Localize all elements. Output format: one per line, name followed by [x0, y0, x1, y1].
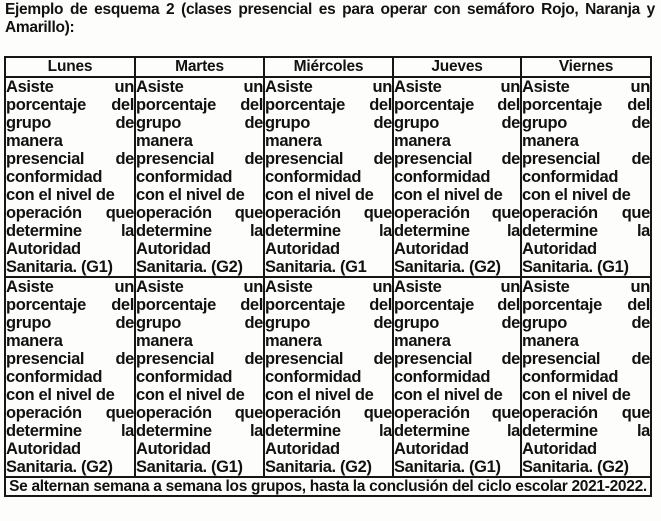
- cell-word: operación: [265, 204, 341, 222]
- cell-word: manera: [6, 132, 63, 150]
- cell-word: conformidad: [394, 168, 491, 186]
- cell-word: conformidad: [6, 168, 103, 186]
- cell-text-line: [265, 204, 392, 222]
- cell-word: Asiste: [522, 278, 570, 296]
- cell-word: manera: [136, 332, 193, 350]
- group-label: Sanitaria. (G2): [265, 458, 372, 476]
- cell-text-line: [522, 386, 650, 404]
- cell-text-line: [394, 332, 520, 350]
- cell-text-line: [265, 404, 392, 422]
- cell-jueves-row2: [393, 277, 521, 477]
- cell-text-line: [6, 350, 134, 368]
- cell-text-line: [6, 114, 134, 132]
- cell-text-line: [394, 150, 520, 168]
- cell-text-line: [136, 222, 263, 240]
- cell-word: de: [244, 350, 263, 368]
- cell-viernes-row2: [521, 277, 651, 477]
- cell-martes-row1: [135, 77, 264, 277]
- cell-word: la: [249, 422, 263, 440]
- cell-text-line: [136, 386, 263, 404]
- cell-word: un: [243, 78, 263, 96]
- cell-word: un: [500, 278, 520, 296]
- cell-text-line: [6, 132, 134, 150]
- cell-text-line: [6, 222, 134, 240]
- cell-word: operación: [522, 404, 598, 422]
- cell-word: del: [627, 96, 650, 114]
- cell-text-line: [6, 78, 134, 96]
- cell-text-line: [522, 314, 650, 332]
- cell-word: grupo: [265, 114, 310, 132]
- cell-word: porcentaje: [522, 296, 602, 314]
- cell-word: con el nivel de: [394, 386, 503, 404]
- cell-word: porcentaje: [394, 296, 474, 314]
- cell-word: determine: [6, 222, 82, 240]
- cell-text-line: [394, 440, 520, 458]
- cell-text-line: [6, 314, 134, 332]
- cell-word: manera: [265, 132, 322, 150]
- header-martes: Martes: [135, 57, 264, 77]
- cell-word: conformidad: [522, 168, 619, 186]
- cell-word: un: [630, 278, 650, 296]
- cell-word: determine: [394, 222, 470, 240]
- cell-word: manera: [6, 332, 63, 350]
- cell-word: determine: [136, 222, 212, 240]
- cell-word: conformidad: [265, 368, 362, 386]
- cell-text-line: [136, 78, 263, 96]
- cell-word: un: [500, 78, 520, 96]
- cell-word: Autoridad: [265, 240, 340, 258]
- cell-text-line: [522, 240, 650, 258]
- cell-word: manera: [394, 332, 451, 350]
- cell-text-line: [394, 278, 520, 296]
- group-label: Sanitaria. (G2): [6, 458, 113, 476]
- cell-word: del: [369, 296, 392, 314]
- cell-text-line: [265, 296, 392, 314]
- cell-text-line: [394, 422, 520, 440]
- cell-word: la: [120, 422, 134, 440]
- cell-word: de: [501, 314, 520, 332]
- cell-word: conformidad: [6, 368, 103, 386]
- cell-word: operación: [136, 404, 212, 422]
- cell-text-line: [136, 204, 263, 222]
- cell-word: grupo: [136, 314, 181, 332]
- cell-word: de: [631, 150, 650, 168]
- schedule-table: [4, 56, 652, 497]
- cell-text-line: [394, 168, 520, 186]
- group-label: Sanitaria. (G2): [394, 258, 501, 276]
- header-row: [5, 57, 651, 77]
- cell-word: Autoridad: [394, 440, 469, 458]
- cell-text-line: [394, 350, 520, 368]
- cell-text-line: [136, 168, 263, 186]
- cell-text-line: [265, 440, 392, 458]
- cell-word: de: [373, 150, 392, 168]
- cell-word: con el nivel de: [522, 386, 631, 404]
- header-viernes: Viernes: [521, 57, 651, 77]
- cell-word: de: [373, 350, 392, 368]
- cell-jueves-row1: [393, 77, 521, 277]
- cell-text-line: [394, 368, 520, 386]
- cell-word: porcentaje: [6, 96, 86, 114]
- cell-word: que: [491, 404, 520, 422]
- cell-text-line: [136, 404, 263, 422]
- cell-text-line: [136, 332, 263, 350]
- cell-text-line: [394, 314, 520, 332]
- cell-word: Asiste: [6, 78, 54, 96]
- cell-text-line: [136, 150, 263, 168]
- cell-text-line: [522, 296, 650, 314]
- cell-text-line: [6, 404, 134, 422]
- cell-word: la: [506, 222, 520, 240]
- cell-word: un: [372, 78, 392, 96]
- cell-text-line: [6, 150, 134, 168]
- cell-word: conformidad: [522, 368, 619, 386]
- cell-word: con el nivel de: [265, 386, 374, 404]
- cell-word: determine: [265, 422, 341, 440]
- cell-word: con el nivel de: [136, 386, 245, 404]
- cell-word: con el nivel de: [6, 186, 115, 204]
- cell-word: con el nivel de: [136, 186, 245, 204]
- cell-text-line: [265, 368, 392, 386]
- cell-word: presencial: [6, 150, 85, 168]
- cell-word: que: [234, 204, 263, 222]
- cell-word: de: [501, 350, 520, 368]
- cell-word: Asiste: [136, 78, 184, 96]
- cell-word: operación: [394, 204, 470, 222]
- group-label: Sanitaria. (G1): [394, 458, 501, 476]
- cell-word: la: [506, 422, 520, 440]
- cell-word: determine: [136, 422, 212, 440]
- cell-word: Autoridad: [522, 240, 597, 258]
- cell-word: grupo: [6, 114, 51, 132]
- cell-text-line: [522, 278, 650, 296]
- cell-text-line: [6, 332, 134, 350]
- cell-text-line: [522, 350, 650, 368]
- cell-word: conformidad: [394, 368, 491, 386]
- cell-word: que: [363, 404, 392, 422]
- cell-word: Autoridad: [136, 240, 211, 258]
- cell-word: del: [369, 96, 392, 114]
- cell-word: grupo: [522, 314, 567, 332]
- cell-word: determine: [394, 422, 470, 440]
- cell-word: presencial: [522, 150, 601, 168]
- cell-text-line: [522, 368, 650, 386]
- cell-word: de: [631, 114, 650, 132]
- cell-word: con el nivel de: [394, 186, 503, 204]
- cell-word: operación: [522, 204, 598, 222]
- cell-word: del: [240, 96, 263, 114]
- cell-word: del: [497, 296, 520, 314]
- cell-word: Autoridad: [6, 440, 81, 458]
- table-row: [5, 277, 651, 477]
- cell-text-line: [394, 96, 520, 114]
- cell-word: de: [244, 314, 263, 332]
- cell-text-line: [265, 96, 392, 114]
- header-miercoles: Miércoles: [264, 57, 393, 77]
- cell-text-line: [522, 204, 650, 222]
- cell-word: grupo: [394, 114, 439, 132]
- cell-text-line: [265, 332, 392, 350]
- cell-word: del: [111, 96, 134, 114]
- cell-text-line: [6, 240, 134, 258]
- cell-word: porcentaje: [265, 96, 345, 114]
- cell-word: la: [120, 222, 134, 240]
- cell-word: grupo: [6, 314, 51, 332]
- cell-word: porcentaje: [136, 296, 216, 314]
- cell-word: grupo: [136, 114, 181, 132]
- cell-word: porcentaje: [394, 96, 474, 114]
- cell-word: Asiste: [522, 78, 570, 96]
- cell-word: presencial: [394, 350, 473, 368]
- cell-word: determine: [6, 422, 82, 440]
- cell-word: Autoridad: [522, 440, 597, 458]
- cell-word: del: [111, 296, 134, 314]
- cell-text-line: [265, 186, 392, 204]
- group-label: Sanitaria. (G1): [6, 258, 113, 276]
- cell-text-line: [6, 96, 134, 114]
- cell-text-line: [136, 314, 263, 332]
- cell-miercoles-row2: [264, 277, 393, 477]
- cell-word: de: [631, 350, 650, 368]
- cell-text-line: [136, 114, 263, 132]
- cell-word: Asiste: [136, 278, 184, 296]
- cell-text-line: [394, 222, 520, 240]
- cell-word: de: [244, 150, 263, 168]
- cell-text-line: [522, 150, 650, 168]
- footer-row: [5, 477, 651, 496]
- cell-text-line: [394, 186, 520, 204]
- cell-word: presencial: [522, 350, 601, 368]
- cell-word: determine: [265, 222, 341, 240]
- intro-paragraph: Ejemplo de esquema 2 (clases presencial es para operar con semáforo Rojo, Naranja y Amarillo):: [5, 1, 655, 36]
- cell-word: de: [501, 150, 520, 168]
- cell-miercoles-row1: [264, 77, 393, 277]
- cell-word: la: [249, 222, 263, 240]
- cell-word: que: [621, 204, 650, 222]
- cell-text-line: [522, 132, 650, 150]
- cell-word: de: [373, 314, 392, 332]
- cell-word: presencial: [394, 150, 473, 168]
- cell-word: que: [105, 204, 134, 222]
- cell-word: de: [115, 314, 134, 332]
- cell-word: grupo: [522, 114, 567, 132]
- cell-text-line: [394, 132, 520, 150]
- cell-text-line: [6, 386, 134, 404]
- cell-word: operación: [136, 204, 212, 222]
- cell-word: Autoridad: [136, 440, 211, 458]
- cell-word: que: [621, 404, 650, 422]
- cell-word: porcentaje: [265, 296, 345, 314]
- cell-word: operación: [394, 404, 470, 422]
- cell-text-line: [394, 114, 520, 132]
- cell-word: Asiste: [394, 278, 442, 296]
- cell-word: con el nivel de: [522, 186, 631, 204]
- cell-word: un: [630, 78, 650, 96]
- cell-text-line: [265, 78, 392, 96]
- cell-viernes-row1: [521, 77, 651, 277]
- cell-text-line: [522, 332, 650, 350]
- cell-word: Autoridad: [394, 240, 469, 258]
- cell-word: que: [105, 404, 134, 422]
- cell-text-line: [265, 350, 392, 368]
- cell-word: Asiste: [265, 78, 313, 96]
- cell-word: de: [115, 114, 134, 132]
- cell-word: de: [501, 114, 520, 132]
- cell-text-line: [394, 240, 520, 258]
- table-row: [5, 77, 651, 277]
- group-label: Sanitaria. (G1: [265, 258, 367, 276]
- cell-word: la: [636, 222, 650, 240]
- cell-text-line: [6, 368, 134, 386]
- header-jueves: Jueves: [393, 57, 521, 77]
- group-label: Sanitaria. (G1): [136, 458, 243, 476]
- cell-word: que: [234, 404, 263, 422]
- cell-word: porcentaje: [522, 96, 602, 114]
- cell-word: un: [243, 278, 263, 296]
- cell-text-line: [394, 78, 520, 96]
- cell-word: Asiste: [394, 78, 442, 96]
- cell-word: manera: [265, 332, 322, 350]
- cell-text-line: [522, 222, 650, 240]
- cell-word: de: [373, 114, 392, 132]
- cell-word: del: [240, 296, 263, 314]
- cell-text-line: [265, 132, 392, 150]
- cell-text-line: [6, 278, 134, 296]
- cell-word: con el nivel de: [265, 186, 374, 204]
- cell-word: Asiste: [265, 278, 313, 296]
- cell-text-line: [265, 150, 392, 168]
- cell-word: presencial: [136, 150, 215, 168]
- cell-text-line: [136, 368, 263, 386]
- cell-text-line: [265, 386, 392, 404]
- cell-text-line: [265, 222, 392, 240]
- cell-word: presencial: [265, 150, 344, 168]
- cell-word: presencial: [6, 350, 85, 368]
- cell-word: manera: [522, 332, 579, 350]
- cell-word: presencial: [136, 350, 215, 368]
- cell-word: del: [627, 296, 650, 314]
- cell-text-line: [6, 440, 134, 458]
- cell-text-line: [522, 440, 650, 458]
- group-label: Sanitaria. (G2): [136, 258, 243, 276]
- cell-text-line: [136, 186, 263, 204]
- cell-word: de: [631, 314, 650, 332]
- cell-word: manera: [394, 132, 451, 150]
- cell-text-line: [522, 422, 650, 440]
- cell-text-line: [522, 78, 650, 96]
- cell-word: porcentaje: [136, 96, 216, 114]
- cell-text-line: [394, 296, 520, 314]
- cell-text-line: [136, 440, 263, 458]
- cell-word: conformidad: [136, 368, 233, 386]
- cell-text-line: [136, 132, 263, 150]
- cell-text-line: [136, 350, 263, 368]
- cell-word: de: [115, 150, 134, 168]
- cell-word: operación: [265, 404, 341, 422]
- cell-word: de: [244, 114, 263, 132]
- cell-word: del: [497, 96, 520, 114]
- cell-text-line: [136, 96, 263, 114]
- cell-text-line: [265, 240, 392, 258]
- cell-text-line: [522, 114, 650, 132]
- cell-word: la: [378, 422, 392, 440]
- cell-word: conformidad: [265, 168, 362, 186]
- cell-word: con el nivel de: [6, 386, 115, 404]
- header-lunes: Lunes: [5, 57, 135, 77]
- cell-text-line: [522, 186, 650, 204]
- cell-word: determine: [522, 422, 598, 440]
- cell-word: grupo: [394, 314, 439, 332]
- cell-lunes-row2: [5, 277, 135, 477]
- cell-text-line: [265, 314, 392, 332]
- cell-word: manera: [522, 132, 579, 150]
- cell-text-line: [394, 404, 520, 422]
- cell-text-line: [6, 186, 134, 204]
- cell-martes-row2: [135, 277, 264, 477]
- cell-text-line: [6, 296, 134, 314]
- cell-text-line: [136, 296, 263, 314]
- cell-text-line: [522, 96, 650, 114]
- cell-text-line: [136, 422, 263, 440]
- cell-text-line: [136, 278, 263, 296]
- cell-word: manera: [136, 132, 193, 150]
- cell-text-line: [394, 204, 520, 222]
- cell-text-line: [522, 168, 650, 186]
- cell-word: la: [378, 222, 392, 240]
- cell-text-line: [6, 422, 134, 440]
- cell-word: un: [114, 278, 134, 296]
- cell-word: Autoridad: [265, 440, 340, 458]
- cell-word: que: [491, 204, 520, 222]
- cell-word: que: [363, 204, 392, 222]
- cell-text-line: [265, 422, 392, 440]
- cell-word: operación: [6, 204, 82, 222]
- cell-word: la: [636, 422, 650, 440]
- cell-text-line: [394, 386, 520, 404]
- cell-text-line: [136, 240, 263, 258]
- cell-text-line: [265, 278, 392, 296]
- footer-note: Se alternan semana a semana los grupos, hasta la conclusión del ciclo escolar 2021-2022.: [5, 477, 651, 496]
- cell-text-line: [522, 404, 650, 422]
- cell-text-line: [265, 168, 392, 186]
- cell-word: de: [115, 350, 134, 368]
- cell-text-line: [265, 114, 392, 132]
- cell-word: determine: [522, 222, 598, 240]
- cell-word: porcentaje: [6, 296, 86, 314]
- cell-word: conformidad: [136, 168, 233, 186]
- cell-word: Asiste: [6, 278, 54, 296]
- cell-text-line: [6, 204, 134, 222]
- cell-word: Autoridad: [6, 240, 81, 258]
- cell-word: presencial: [265, 350, 344, 368]
- cell-word: un: [372, 278, 392, 296]
- group-label: Sanitaria. (G2): [522, 458, 629, 476]
- cell-word: un: [114, 78, 134, 96]
- cell-text-line: [6, 168, 134, 186]
- cell-word: grupo: [265, 314, 310, 332]
- group-label: Sanitaria. (G1): [522, 258, 629, 276]
- cell-lunes-row1: [5, 77, 135, 277]
- cell-word: operación: [6, 404, 82, 422]
